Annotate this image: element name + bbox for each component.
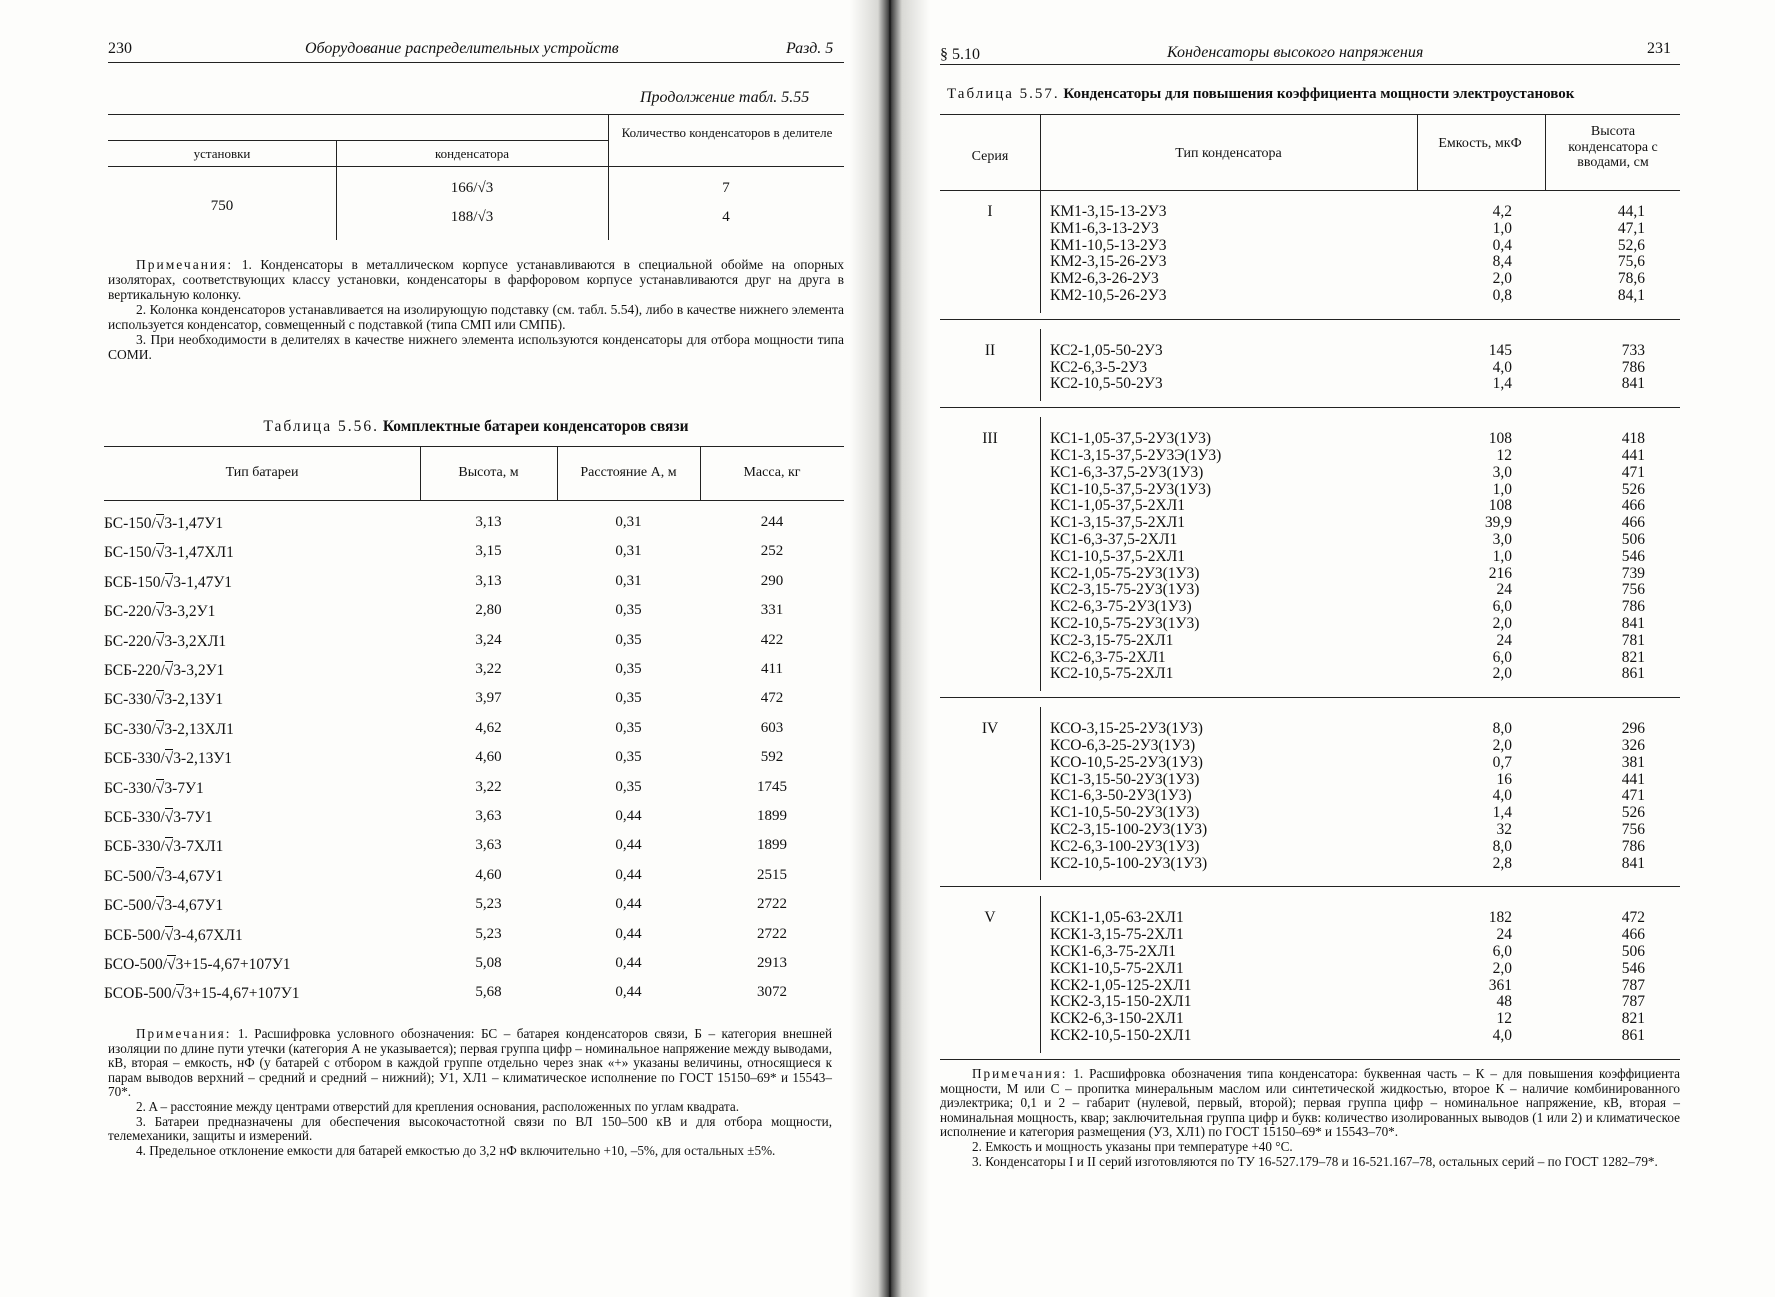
left-page: [0, 0, 870, 1297]
battery-mass: 592: [760, 749, 784, 766]
series-vline: [1040, 190, 1041, 313]
battery-distance: 0,44: [615, 896, 642, 913]
sqrt-radical: √: [164, 573, 174, 591]
battery-mass: 1899: [757, 808, 787, 824]
t557-rule-top: [940, 114, 1680, 115]
sqrt-radical: √: [155, 515, 165, 532]
battery-distance: 0,35: [615, 690, 642, 707]
height-values: 733 786 841: [1621, 341, 1645, 393]
series-vline: [1040, 707, 1041, 880]
running-title-left: Оборудование распределительных устройств: [305, 40, 619, 57]
battery-type: [104, 661, 224, 679]
battery-type: [104, 955, 291, 973]
sqrt-radical: √: [164, 838, 174, 856]
height-values: 472 466 506 546 787 787 821 861: [1621, 909, 1645, 1044]
t555-rule-mid: [108, 140, 608, 141]
notes-556-n3: 3. Батареи предназначены для обеспечения высокочастотной связи по ВЛ 150–500 кВ и для отбора мощности, телемеханики, защиты и измерений.: [108, 1113, 832, 1144]
battery-type-suffix: 3-4,67У1: [164, 867, 224, 885]
battery-distance: 0,35: [615, 749, 642, 766]
notes-557-n3: 3. Конденсаторы I и II серий изготовляются по ТУ 16-527.179–78 и 16-521.167–78, остальных серий – по ГОСТ 1282–79*.: [972, 1153, 1658, 1169]
battery-type-suffix: 3-3,2ХЛ1: [164, 632, 227, 650]
t557-caption-title: Конденсаторы для повышения коэффициента мощности электроустановок: [1063, 86, 1575, 102]
battery-height: 5,23: [475, 896, 502, 913]
notes-557-n2: 2. Емкость и мощность указаны при температуре +40 °С.: [972, 1138, 1293, 1154]
battery-type-prefix: БС-150/: [104, 515, 156, 532]
battery-distance: 0,31: [615, 543, 642, 560]
t556-header-mass: Масса, кг: [743, 465, 801, 480]
t555-rule-head: [108, 166, 844, 167]
notes-556-n2: 2. A – расстояние между центрами отверстий для крепления основания, расположенных по углам квадрата.: [136, 1098, 740, 1114]
battery-type-prefix: БСБ-330/: [104, 809, 165, 826]
t555-kond-2: 188/√3: [450, 209, 494, 225]
section-label-right: § 5.10: [940, 46, 980, 63]
sqrt-radical: √: [155, 867, 165, 885]
battery-type-prefix: БСБ-150/: [104, 573, 165, 591]
series-rule: [940, 1059, 1680, 1060]
battery-type: [104, 896, 223, 914]
notes-555-n2: 2. Колонка конденсаторов устанавливается на изолирующую подставку (см. табл. 5.54), либо в качестве нижнего элемента используется конденсатор, совмещенный с подставкой (типа СМП или СМПБ).: [108, 302, 844, 332]
sqrt-radical: √: [167, 956, 176, 973]
header-rule-right: [940, 64, 1680, 65]
notes-556: [108, 1027, 832, 1158]
sqrt-radical: √: [164, 926, 174, 944]
continuation-label: Продолжение табл. 5.55: [640, 89, 810, 106]
battery-height: 3,63: [475, 808, 502, 824]
battery-type-suffix: 3-4,67У1: [164, 897, 224, 915]
battery-mass: 331: [760, 602, 784, 619]
capacitance-values: 4,2 1,0 0,4 8,4 2,0 0,8: [1492, 203, 1512, 304]
t556-header-type: Тип батареи: [225, 465, 299, 480]
t555-header-kondensatora: конденсатора: [434, 146, 510, 161]
battery-type: [104, 514, 223, 532]
battery-height: 4,60: [475, 749, 502, 766]
sqrt-radical: √: [155, 603, 165, 621]
t556-rule-top: [104, 446, 844, 447]
t557-header-cap: Емкость, мкФ: [1438, 136, 1522, 151]
battery-type-prefix: БСО-500/: [104, 956, 168, 973]
t556-caption-prefix: Таблица 5.56.: [263, 418, 379, 435]
battery-mass: 2722: [757, 896, 787, 913]
battery-type-prefix: БСБ-220/: [104, 662, 165, 679]
battery-type-suffix: 3-1,47ХЛ1: [164, 544, 234, 562]
battery-type-prefix: БС-220/: [104, 603, 156, 621]
sqrt-symbol: [165, 749, 174, 767]
series-rule: [940, 697, 1680, 698]
series-label: II: [984, 341, 996, 359]
sqrt-symbol: [165, 837, 174, 855]
sqrt-radical: √: [164, 750, 174, 768]
series-rule: [940, 319, 1680, 320]
battery-type: [104, 926, 243, 944]
battery-mass: 3072: [757, 984, 787, 1001]
capacitance-values: 8,0 2,0 0,7 16 4,0 1,4 32 8,0 2,8: [1492, 720, 1512, 872]
battery-distance: 0,35: [615, 661, 642, 677]
battery-mass: 1899: [757, 837, 787, 854]
battery-type-suffix: 3-1,47У1: [173, 573, 233, 591]
battery-type-suffix: 3-7ХЛ1: [173, 838, 224, 856]
sqrt-radical: √: [164, 809, 174, 826]
battery-type-prefix: БС-330/: [104, 779, 156, 797]
battery-type-suffix: 3-1,47У1: [164, 515, 224, 532]
capacitor-types: КМ1-3,15-13-2У3 КМ1-6,3-13-2У3 КМ1-10,5-13-2У3 КМ2-3,15-26-2У3 КМ2-6,3-26-2У3 КМ2-10,5-26-2У3: [1050, 203, 1167, 304]
series-rule: [940, 886, 1680, 887]
battery-type: [104, 808, 213, 826]
running-title-right: Конденсаторы высокого напряжения: [1167, 44, 1424, 61]
battery-height: 3,22: [475, 661, 502, 677]
notes-555-n1: 1. Конденсаторы в металлическом корпусе устанавливаются в специальной обойме на опорных изоляторах, соответствующих классу установки, конденсаторы в фарфоровом корпусе устанавливаются друг на друга в вертикальную колонку.: [108, 257, 844, 302]
t557-vline-3: [1545, 114, 1546, 190]
battery-distance: 0,31: [615, 572, 642, 589]
battery-type: [104, 720, 234, 738]
series-label: IV: [981, 720, 999, 738]
notes-555-label: Примечания:: [136, 257, 234, 272]
battery-type-prefix: БСБ-330/: [104, 750, 165, 768]
t557-caption-prefix: Таблица 5.57.: [947, 86, 1060, 102]
battery-height: 3,15: [475, 543, 502, 560]
sqrt-radical: √: [155, 779, 165, 797]
sqrt-symbol: [165, 573, 174, 591]
battery-height: 3,24: [475, 631, 502, 648]
notes-557-label: Примечания:: [972, 1066, 1068, 1081]
sqrt-symbol: [165, 661, 174, 679]
t555-header-kolichestvo: Количество конденсаторов в делителе: [621, 125, 833, 140]
t556-caption: [108, 418, 844, 436]
battery-mass: 244: [760, 514, 784, 530]
battery-type-prefix: БСОБ-500/: [104, 985, 176, 1003]
battery-distance: 0,35: [615, 631, 642, 648]
series-vline: [1040, 896, 1041, 1052]
battery-type: [104, 749, 232, 767]
battery-mass: 2913: [757, 955, 787, 971]
sqrt-radical: √: [164, 662, 174, 679]
t555-kol-2: 4: [722, 209, 730, 225]
battery-height: 5,68: [475, 984, 502, 1001]
battery-height: 4,60: [475, 866, 502, 883]
battery-height: 5,23: [475, 925, 502, 942]
sqrt-radical: √: [155, 897, 165, 915]
capacitor-types: КСК1-1,05-63-2ХЛ1 КСК1-3,15-75-2ХЛ1 КСК1-6,3-75-2ХЛ1 КСК1-10,5-75-2ХЛ1 КСК2-1,05-125-2ХЛ1 КСК2-3,15-150-2ХЛ1 КСК2-6,3-150-2ХЛ1 КСК2-10,5-150-2ХЛ1: [1050, 909, 1192, 1044]
battery-mass: 2515: [757, 866, 787, 883]
battery-height: 3,22: [475, 778, 502, 795]
battery-height: 3,13: [475, 514, 502, 530]
battery-mass: 2722: [757, 925, 787, 942]
page-number-left: 230: [108, 40, 132, 57]
t555-ustanovka: 750: [210, 198, 234, 214]
battery-type-suffix: 3-2,13У1: [173, 750, 233, 768]
series-label: I: [987, 203, 993, 220]
sqrt-radical: √: [175, 985, 185, 1003]
battery-type-suffix: 3-2,13У1: [164, 691, 224, 709]
battery-type-suffix: 3-4,67ХЛ1: [173, 926, 243, 944]
t555-kond-1: 166/√3: [450, 180, 494, 196]
capacitance-values: 182 24 6,0 2,0 361 48 12 4,0: [1488, 909, 1512, 1044]
battery-type-prefix: БС-330/: [104, 691, 156, 709]
battery-type: [104, 837, 223, 855]
battery-type-prefix: БСБ-500/: [104, 926, 165, 944]
t556-header-height: Высота, м: [458, 465, 519, 480]
capacitor-types: КС1-1,05-37,5-2У3(1У3) КС1-3,15-37,5-2У3Э(1У3) КС1-6,3-37,5-2У3(1У3) КС1-10,5-37,5-2У3(1У3) КС1-1,05-37,5-2ХЛ1 КС1-3,15-37,5-2ХЛ1 КС1-6,3-37,5-2ХЛ1 КС1-10,5-37,5-2ХЛ1 КС2-1,05-75-2У3(1У3) КС2-3,15-75-2У3(1У3) КС2-6,3-75-2У3(1У3) КС2-10,5-75-2У3(1У3) КС2-3,15-75-2ХЛ1 КС2-6,3-75-2ХЛ1 КС2-10,5-75-2ХЛ1: [1050, 430, 1222, 683]
battery-height: 3,97: [475, 690, 502, 707]
battery-type-prefix: БС-500/: [104, 897, 156, 915]
t555-kol-1: 7: [722, 180, 730, 196]
sqrt-symbol: [167, 955, 176, 973]
battery-height: 3,13: [475, 572, 502, 589]
height-values: 418 441 471 526 466 466 506 546 739 756 786 841 781 821 861: [1621, 430, 1645, 683]
notes-556-n1: 1. Расшифровка условного обозначения: БС – батарея конденсаторов связи, Б – категория внешней изоляции по длине пути утечки (категория А не указывается); первая группа цифр – номинальное напряжение между выводами, кВ, вторая – емкость, нФ (у батарей с отбором в каждой группе отдельно через знак «+» указаны величины, относящиеся к парам выводов верхний – средний и средний – нижний); У1, ХЛ1 – климатическое исполнение по ГОСТ 15150–69* и 15543–70*.: [108, 1026, 832, 1100]
battery-type-suffix: 3-3,2У1: [173, 662, 225, 679]
height-values: 44,1 47,1 52,6 75,6 78,6 84,1: [1617, 203, 1645, 304]
battery-height: 3,63: [475, 837, 502, 854]
capacitance-values: 108 12 3,0 1,0 108 39,9 3,0 1,0 216 24 6,0 2,0 24 6,0 2,0: [1484, 430, 1512, 683]
battery-type-suffix: 3+15-4,67+107У1: [175, 956, 291, 973]
t557-header-height: Высота конденсатора с вводами, см: [1568, 124, 1658, 170]
battery-type: [104, 690, 223, 708]
battery-mass: 603: [760, 719, 784, 736]
t556-rule-head: [104, 500, 844, 501]
battery-mass: 422: [760, 631, 784, 648]
series-rule: [940, 407, 1680, 408]
battery-type-prefix: БС-500/: [104, 867, 156, 885]
battery-type: [104, 632, 226, 650]
t557-vline-2: [1417, 114, 1418, 190]
battery-height: 5,08: [475, 955, 502, 971]
capacitance-values: 145 4,0 1,4: [1488, 341, 1512, 393]
t555-rule-top: [108, 114, 844, 115]
t557-header-type: Тип конденсатора: [1175, 146, 1282, 161]
battery-type: [104, 984, 299, 1002]
battery-type-suffix: 3-2,13ХЛ1: [164, 720, 234, 738]
sqrt-symbol: [165, 926, 174, 944]
battery-height: 2,80: [475, 602, 502, 619]
battery-type-suffix: 3+15-4,67+107У1: [184, 985, 300, 1003]
battery-type: [104, 602, 215, 620]
battery-distance: 0,35: [615, 778, 642, 795]
capacitor-types: КС2-1,05-50-2У3 КС2-6,3-5-2У3 КС2-10,5-50-2У3: [1050, 341, 1163, 393]
battery-distance: 0,31: [615, 514, 642, 530]
notes-556-n4: 4. Предельное отклонение емкости для батарей емкостью до 3,2 нФ включительно +10, –5%, для остальных ±5%.: [136, 1142, 776, 1158]
page-number-right: 231: [1647, 40, 1671, 57]
t556-header-dist: Расстояние А, м: [580, 465, 677, 480]
battery-mass: 1745: [757, 778, 787, 795]
battery-type-prefix: БСБ-330/: [104, 838, 165, 856]
battery-height: 4,62: [475, 719, 502, 736]
series-vline: [1040, 417, 1041, 691]
section-label-left: Разд. 5: [786, 40, 834, 57]
battery-type-suffix: 3-7У1: [164, 779, 204, 797]
series-label: III: [982, 430, 998, 448]
battery-distance: 0,44: [615, 925, 642, 942]
notes-557-n1: 1. Расшифровка обозначения типа конденсатора: буквенная часть – К – для повышения коэффициента мощности, М или С – пропитка минеральным маслом или синтетической жидкостью, второе К – наличие комбинированного диэлектрика; 0,1 и 2 – габарит (нулевой, первый, второй); первая группа цифр – номинальное напряжение, кВ, вторая – номинальная мощность, квар; заключительная группа цифр и букв: количество изолированных выводов (1 или 2) и климатическое исполнение и категория размещения (У3, ХЛ1) по ГОСТ 15150–69* и 15543–70*.: [940, 1066, 1680, 1140]
notes-555: [108, 257, 844, 362]
battery-type-prefix: БС-330/: [104, 720, 156, 738]
sqrt-radical: √: [155, 691, 165, 709]
battery-mass: 290: [760, 572, 784, 589]
sqrt-radical: √: [155, 544, 165, 562]
battery-distance: 0,44: [615, 955, 642, 971]
battery-mass: 411: [761, 661, 783, 677]
t557-rule-head: [940, 190, 1680, 191]
battery-distance: 0,44: [615, 808, 642, 824]
battery-type-suffix: 3-7У1: [173, 809, 213, 826]
right-page: [905, 0, 1775, 1297]
battery-distance: 0,35: [615, 719, 642, 736]
height-values: 296 326 381 441 471 526 756 786 841: [1621, 720, 1645, 872]
battery-distance: 0,44: [615, 866, 642, 883]
series-label: V: [984, 909, 996, 927]
battery-mass: 252: [760, 543, 784, 560]
notes-557: [940, 1067, 1680, 1169]
battery-type: [104, 573, 232, 591]
battery-distance: 0,35: [615, 602, 642, 619]
t555-header-ustanovki: установки: [193, 146, 251, 161]
sqrt-radical: √: [155, 720, 165, 738]
battery-distance: 0,44: [615, 984, 642, 1001]
sqrt-radical: √: [155, 632, 165, 650]
capacitor-types: КСО-3,15-25-2У3(1У3) КСО-6,3-25-2У3(1У3) КСО-10,5-25-2У3(1У3) КС1-3,15-50-2У3(1У3) КС1-6,3-50-2У3(1У3) КС1-10,5-50-2У3(1У3) КС2-3,15-100-2У3(1У3) КС2-6,3-100-2У3(1У3) КС2-10,5-100-2У3(1У3): [1050, 720, 1208, 872]
t557-caption: [947, 86, 1687, 103]
battery-distance: 0,44: [615, 837, 642, 854]
battery-mass: 472: [760, 690, 784, 707]
battery-type: [104, 779, 204, 797]
notes-555-n3: 3. При необходимости в делителях в качестве нижнего элемента используются конденсаторы для отбора мощности типа СОМИ.: [108, 332, 844, 362]
battery-type-prefix: БС-220/: [104, 632, 156, 650]
battery-type: [104, 867, 223, 885]
battery-type: [104, 543, 234, 561]
header-rule-left: [108, 62, 844, 63]
t556-caption-title: Комплектные батареи конденсаторов связи: [382, 418, 689, 435]
notes-556-label: Примечания:: [136, 1026, 232, 1041]
battery-type-suffix: 3-3,2У1: [164, 603, 216, 621]
battery-type-prefix: БС-150/: [104, 544, 156, 562]
sqrt-symbol: [165, 808, 174, 826]
t557-header-series: Серия: [971, 149, 1009, 164]
series-vline: [1040, 329, 1041, 401]
